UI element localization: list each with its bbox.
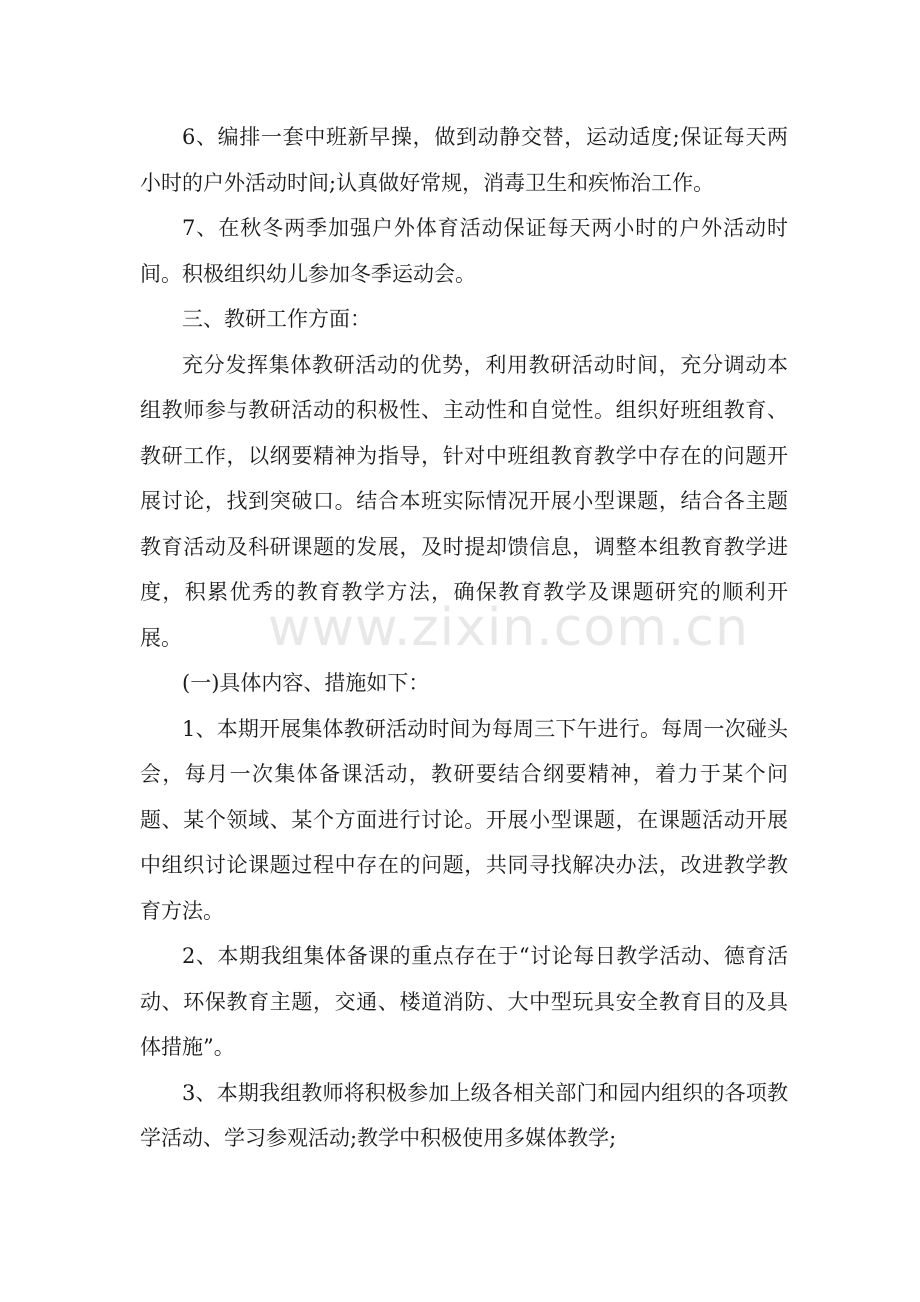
paragraph-measure-3: 3、本期我组教师将积极参加上级各相关部门和园内组织的各项教学活动、学习参观活动;教学中积极使用多媒体教学;: [140, 1080, 788, 1150]
paragraph-item-7: 7、在秋冬两季加强户外体育活动保证每天两小时的户外活动时间。积极组织幼儿参加冬季运动会。: [140, 216, 788, 286]
paragraph-measure-2: 2、本期我组集体备课的重点存在于“讨论每日教学活动、德育活动、环保教育主题，交通、楼道消防、大中型玩具安全教育目的及具体措施”。: [140, 944, 788, 1059]
paragraph-item-6: 6、编排一套中班新早操，做到动静交替，运动适度;保证每天两小时的户外活动时间;认真做好常规，消毒卫生和疾怖治工作。: [140, 125, 788, 195]
section-heading-research: 三、教研工作方面：: [182, 307, 371, 331]
subsection-heading-measures: (一)具体内容、措施如下：: [182, 671, 430, 695]
watermark-text: www.zixin.com.cn: [268, 598, 749, 658]
document-body: [140, 115, 788, 1162]
paragraph-research-intro: 充分发挥集体教研活动的优势，利用教研活动时间，充分调动本组教师参与教研活动的积极性、主动性和自觉性。组织好班组教育、教研工作，以纲要精神为指导，针对中班组教育教学中存在的问题开展讨论，找到突破口。结合本班实际情况开展小型课题，结合各主题教育活动及科研课题的发展，及时提却馈信息，调整本组教育教学进度，积累优秀的教育教学方法，确保教育教学及课题研究的顺利开展。: [140, 352, 788, 650]
paragraph-measure-1: 1、本期开展集体教研活动时间为每周三下午进行。每周一次碰头会，每月一次集体备课活动，教研要结合纲要精神，着力于某个问题、某个领域、某个方面进行讨论。开展小型课题，在课题活动开展中组织讨论课题过程中存在的问题，共同寻找解决办法，改进教学教育方法。: [140, 716, 788, 923]
